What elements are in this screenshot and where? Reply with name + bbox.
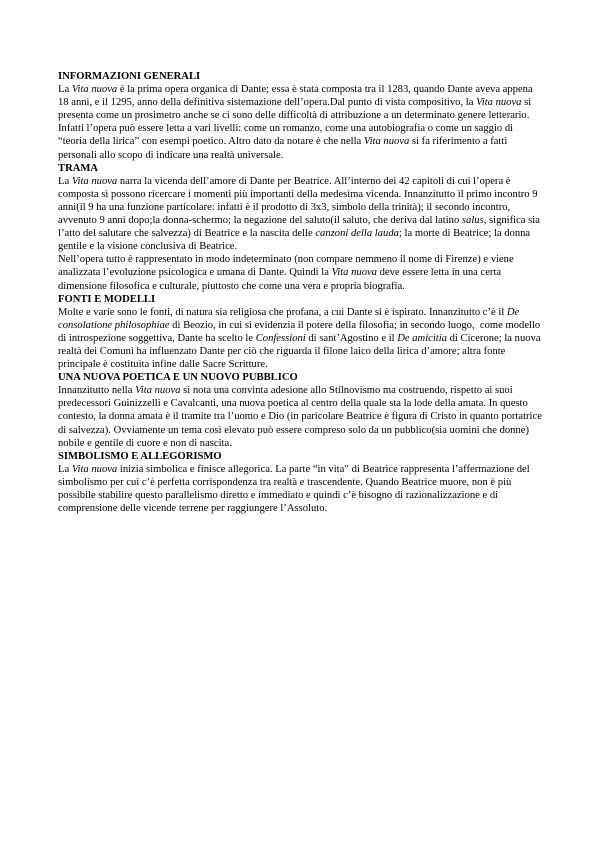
paragraph-text: è la prima opera organica di Dante; essa è stata composta tra il 1283, quando Dante aveva appena 18 anni, e il 1295, anno della definitiva sistemazione dell’opera.Dal punto di vista compositivo, la xyxy=(58,84,536,109)
paragraph-text: si presenta come un prosimetro anche se ci sono delle difficoltà di attribuzione a un determinato genere letterario. Infatti l’opera può essere letta a vari livelli: come un romanzo, come una autobiografia o come un saggio di “teoria della lirica” con esempi poetico. Altro dato da notare è che nella xyxy=(58,97,534,148)
paragraph-text: Innanzitutto nella xyxy=(58,385,136,397)
paragraph-text: La xyxy=(58,463,72,475)
paragraph-text: di sant’Agostino e il xyxy=(305,332,398,344)
italic-title-text: De amicitia xyxy=(397,332,447,344)
section-heading: INFORMAZIONI GENERALI xyxy=(58,71,201,82)
paragraph-text: deve essere letta in una certa dimensione filosofica e culturale, piuttosto che come una vera e propria biografia. xyxy=(58,267,504,292)
italic-title-text: Vita nuova xyxy=(331,267,377,279)
paragraph-text: Nell’opera tutto è rappresentato in modo indeterminato (non compare nemmeno il nome di Firenze) e viene analizzata l’evoluzione psicologica e umana di Dante. Quindi la xyxy=(58,254,517,279)
italic-title-text: Vita nuova xyxy=(71,175,118,187)
section-heading: SIMBOLISMO E ALLEGORISMO xyxy=(58,450,222,462)
italic-title-text: salus xyxy=(461,215,484,227)
paragraph-text: Molte e varie sono le fonti, di natura sia religiosa che profana, a cui Dante si è ispirato. Innanzitutto c’è il xyxy=(58,306,507,318)
section-paragraph xyxy=(58,463,542,515)
section-heading: TRAMA xyxy=(58,162,99,174)
document-body xyxy=(58,70,545,515)
paragraph-text: si fa riferimento a fatti personali allo scopo di indicare una realtà universale. xyxy=(58,136,510,161)
paragraph-text: La xyxy=(58,175,72,187)
paragraph-text: narra la vicenda dell’amore di Dante per Beatrice. All’interno dei 42 capitoli di cui l’opera è composta si possono ricercare i momenti più importanti della medesima vicenda. Innanzitutto il primo incontro 9 anni(il 9 ha una funzione particolare: infatti è il prodotto di 3x3, simbolo della trinità); il secondo incontro, avvenuto 9 anni dopo;la donna-schermo; la negazione del saluto(il saluto, che deriva dal latino xyxy=(58,175,541,227)
italic-title-text: Vita nuova xyxy=(135,385,181,397)
italic-title-text: Vita nuova xyxy=(71,84,118,96)
section-paragraph xyxy=(58,384,545,449)
italic-title-text: Vita nuova xyxy=(476,97,522,109)
paragraph-text: La xyxy=(58,84,72,96)
section-paragraph xyxy=(58,306,542,371)
italic-title-text: Vita nuova xyxy=(71,463,118,475)
paragraph-text: inizia simbolica e finisce allegorica. La parte “in vita” di Beatrice rappresenta l’affermazione del simbolismo per cui c’è perfetta corrispondenza tra realtà e trascendente. Quando Beatrice muore, non è più possibile stabilire questo parallelismo diretto e immediato e quindi c’è bisogno di razionalizzazione e di comprensione delle vicende terrene per raggiungere l’Assoluto. xyxy=(58,463,533,515)
paragraph-text: si nota una convinta adesione allo Stilnovismo ma costruendo, rispetto ai suoi predecessori Guinizzelli e Cavalcanti, una nuova poetica al centro della quale sta la lode della amata. In questo contesto, la donna amata è il tramite tra l’uomo e Dio (in paricolare Beatrice è figura di Cristo in quanto portatrice di salvezza). Ovviamente un tema così elevato può essere compreso solo da un pubblico(sia uomini che donne) nobile e gentile di cuore e non di nascita. xyxy=(58,385,545,449)
section-heading: UNA NUOVA POETICA E UN NUOVO PUBBLICO xyxy=(58,372,298,384)
section-paragraph xyxy=(58,175,542,254)
italic-title-text: Confessioni xyxy=(255,332,306,344)
paragraph-text: , significa sia l’atto del salutare che salvezza) di Beatrice e la nascita delle xyxy=(58,215,543,240)
section-paragraph xyxy=(58,83,542,162)
section-heading: FONTI E MODELLI xyxy=(58,293,156,305)
italic-title-text: canzoni della lauda xyxy=(315,228,399,240)
paragraph-text: di Cicerone; la nuova realtà dei Comuni ha influenzato Dante per ciò che riguarda il filone laico della lirica d’amore; altra fonte principale è costituita infine dalle Sacre Scritture. xyxy=(58,332,544,371)
paragraph-text: ; la morte di Beatrice; la donna gentile e la visione conclusiva di Beatrice. xyxy=(58,228,533,253)
italic-title-text: Vita nuova xyxy=(363,136,410,148)
paragraph-text: di Beozio, in cui si evidenzia il potere della filosofia; in secondo luogo, come modello di introspezione soggettiva, Dante ha scelto le xyxy=(58,319,543,344)
italic-title-text: De consolatione philosophiae xyxy=(58,306,520,331)
section-paragraph xyxy=(58,253,542,292)
